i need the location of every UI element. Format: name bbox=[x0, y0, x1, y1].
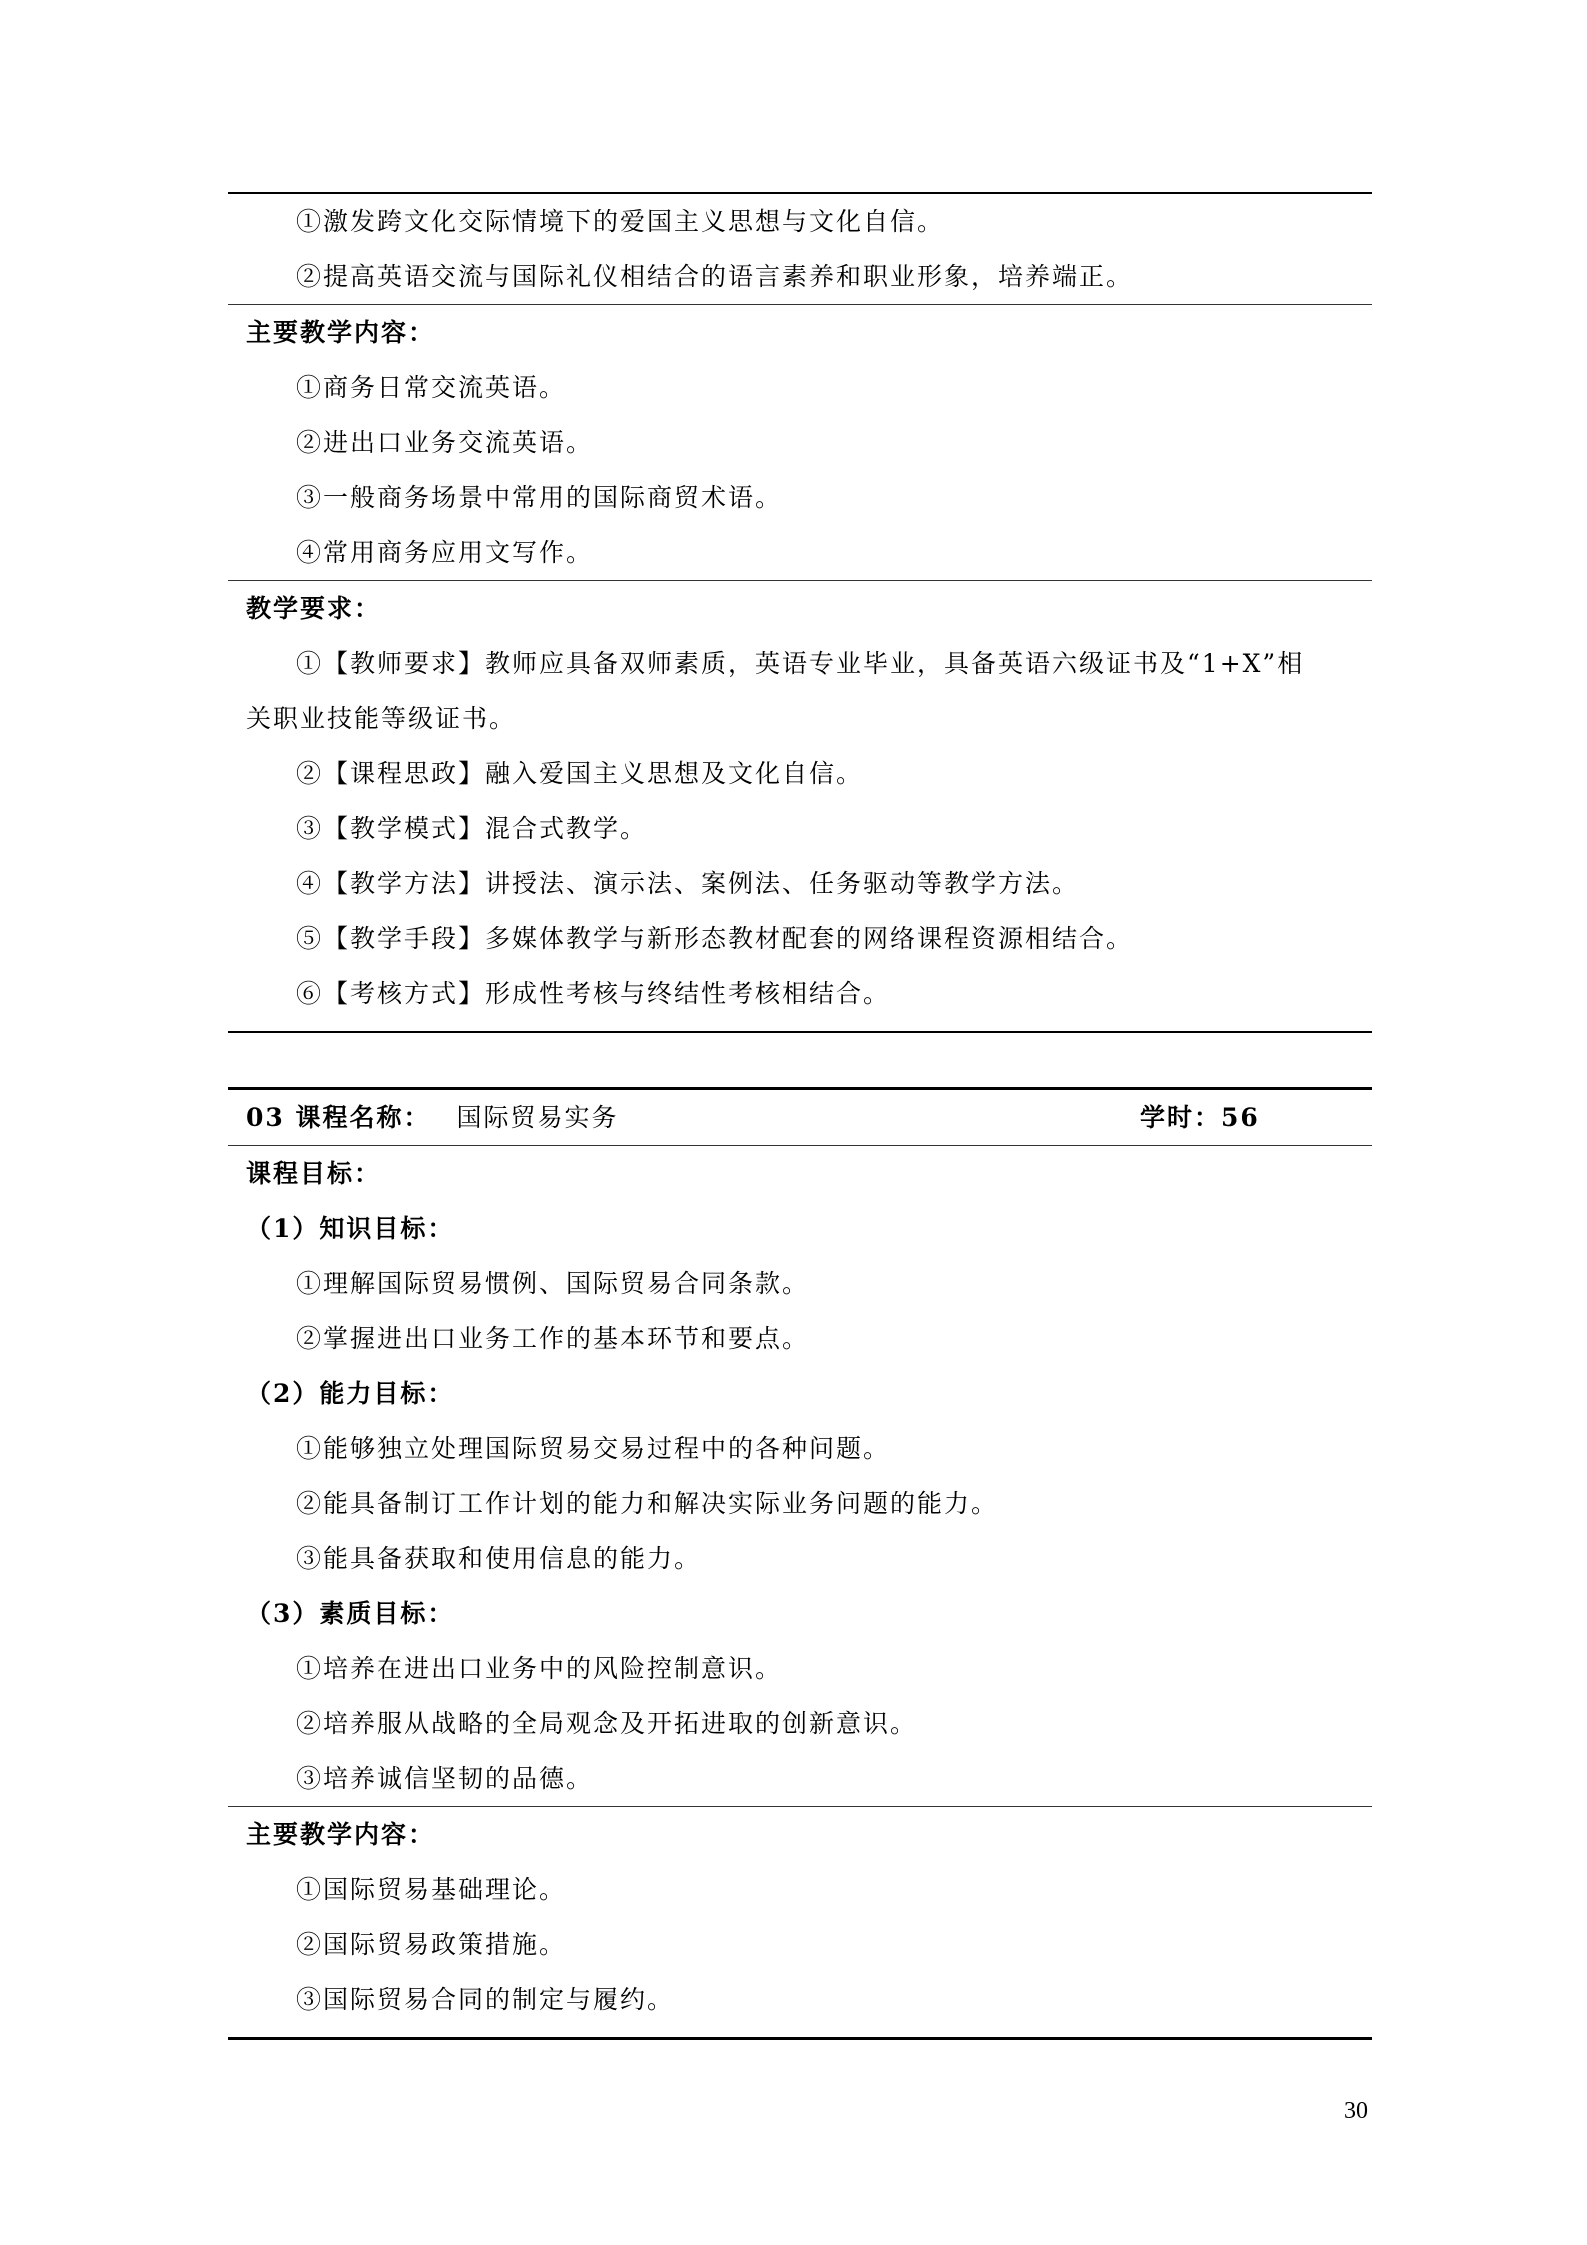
knowledge-item: ①理解国际贸易惯例、国际贸易合同条款。 bbox=[296, 1269, 810, 1298]
course-hours: 学时：56 bbox=[1140, 1103, 1260, 1132]
ability-item: ①能够独立处理国际贸易交易过程中的各种问题。 bbox=[296, 1434, 891, 1463]
quality-item: ③培养诚信坚韧的品德。 bbox=[296, 1764, 594, 1793]
objective-item: ①激发跨文化交际情境下的爱国主义思想与文化自信。 bbox=[296, 207, 945, 236]
quality-item: ①培养在进出口业务中的风险控制意识。 bbox=[296, 1654, 783, 1683]
ability-item: ②能具备制订工作计划的能力和解决实际业务问题的能力。 bbox=[296, 1489, 999, 1518]
course-label: 03 课程名称： bbox=[246, 1103, 431, 1132]
requirements-heading: 教学要求： bbox=[246, 594, 382, 623]
content-item: ①商务日常交流英语。 bbox=[296, 373, 567, 402]
requirement-item: ⑤【教学手段】多媒体教学与新形态教材配套的网络课程资源相结合。 bbox=[296, 924, 1134, 953]
requirement-item: ③【教学模式】混合式教学。 bbox=[296, 814, 648, 843]
content-item: ③一般商务场景中常用的国际商贸术语。 bbox=[296, 483, 783, 512]
requirement-item: ⑥【考核方式】形成性考核与终结性考核相结合。 bbox=[296, 979, 891, 1008]
knowledge-heading: （1）知识目标： bbox=[246, 1214, 455, 1243]
objective-item: ②提高英语交流与国际礼仪相结合的语言素养和职业形象，培养端正。 bbox=[296, 262, 1134, 291]
page-body bbox=[228, 192, 1372, 2040]
content-item: ②进出口业务交流英语。 bbox=[296, 428, 594, 457]
quality-heading: （3）素质目标： bbox=[246, 1599, 455, 1628]
content-item: ②国际贸易政策措施。 bbox=[296, 1930, 567, 1959]
objectives-heading: 课程目标： bbox=[246, 1159, 382, 1188]
rule-section-end bbox=[228, 2037, 1372, 2040]
content-item: ③国际贸易合同的制定与履约。 bbox=[296, 1985, 675, 2014]
course-name: 国际贸易实务 bbox=[456, 1103, 619, 1132]
quality-item: ②培养服从战略的全局观念及开拓进取的创新意识。 bbox=[296, 1709, 918, 1738]
requirement-item: ①【教师要求】教师应具备双师素质，英语专业毕业，具备英语六级证书及“1+X”相 bbox=[296, 649, 1305, 678]
content-heading: 主要教学内容： bbox=[246, 1820, 436, 1849]
content-heading: 主要教学内容： bbox=[246, 318, 436, 347]
ability-heading: （2）能力目标： bbox=[246, 1379, 455, 1408]
requirement-item: ④【教学方法】讲授法、演示法、案例法、任务驱动等教学方法。 bbox=[296, 869, 1080, 898]
content-item: ①国际贸易基础理论。 bbox=[296, 1875, 567, 1904]
content-item: ④常用商务应用文写作。 bbox=[296, 538, 594, 567]
course-header bbox=[228, 1090, 1372, 1145]
page-number: 30 bbox=[1344, 2098, 1368, 2124]
knowledge-item: ②掌握进出口业务工作的基本环节和要点。 bbox=[296, 1324, 810, 1353]
requirement-item: ②【课程思政】融入爱国主义思想及文化自信。 bbox=[296, 759, 864, 788]
requirement-item-continued: 关职业技能等级证书。 bbox=[246, 704, 517, 733]
ability-item: ③能具备获取和使用信息的能力。 bbox=[296, 1544, 702, 1573]
